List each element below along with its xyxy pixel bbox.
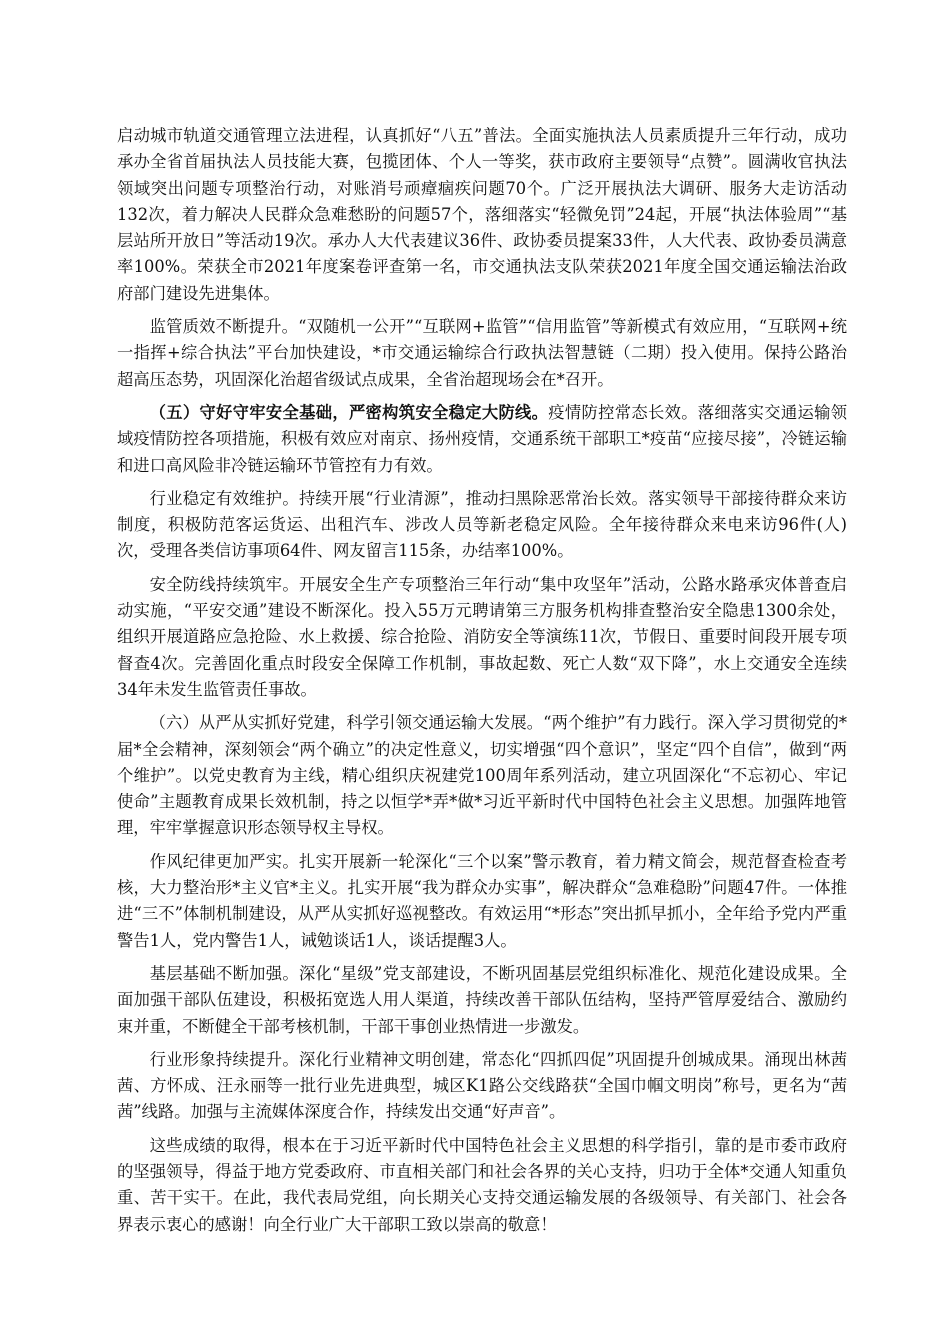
document-body [117, 123, 847, 1245]
paragraph-text: 这些成绩的取得，根本在于习近平新时代中国特色社会主义思想的科学指引，靠的是市委市政府的坚强领导，得益于地方党委政府、市直相关部门和社会各界的关心支持，归功于全体*交通人知重负重、苦干实干。在此，我代表局党组，向长期关心支持交通运输发展的各级领导、有关部门、社会各界表示衷心的感谢！向全行业广大干部职工致以崇高的敬意！ [117, 1135, 847, 1234]
paragraph-acknowledgement [117, 1133, 847, 1238]
paragraph-section-five [117, 400, 847, 479]
paragraph-safety [117, 572, 847, 703]
paragraph-text: 安全防线持续筑牢。开展安全生产专项整治三年行动“集中攻坚年”活动，公路水路承灾体普查启动实施，“平安交通”建设不断深化。投入55万元聘请第三方服务机构排查整治安全隐患1300余处，组织开展道路应急抢险、水上救援、综合抢险、消防安全等演练11次，节假日、重要时间段开展专项督查4次。完善固化重点时段安全保障工作机制，事故起数、死亡人数“双下降”，水上交通安全连续34年未发生监管责任事故。 [117, 574, 847, 699]
paragraph-text: 启动城市轨道交通管理立法进程，认真抓好“八五”普法。全面实施执法人员素质提升三年行动，成功承办全省首届执法人员技能大赛，包揽团体、个人一等奖，获市政府主要领导“点赞”。圆满收官执法领域突出问题专项整治行动，对账消号顽瘴痼疾问题70个。广泛开展执法大调研、服务大走访活动132次，着力解决人民群众急难愁盼的问题57个，落细落实“轻微免罚”24起，开展“执法体验周”“基层站所开放日”等活动19次。承办人大代表建议36件、政协委员提案33件，人大代表、政协委员满意率100%。荣获全市2021年度案卷评查第一名，市交通执法支队荣获2021年度全国交通运输法治政府部门建设先进集体。 [117, 126, 847, 303]
paragraph-text: 作风纪律更加严实。扎实开展新一轮深化“三个以案”警示教育，着力精文简会，规范督查检查考核，大力整治形*主义官*主义。扎实开展“我为群众办实事”，解决群众“急难稳盼”问题47件。一体推进“三不”体制机制建设，从严从实抓好巡视整改。有效运用“*形态”突出抓早抓小，全年给予党内严重警告1人，党内警告1人，诫勉谈话1人，谈话提醒3人。 [117, 851, 847, 950]
paragraph-industry-image [117, 1047, 847, 1126]
paragraph-section-six [117, 710, 847, 841]
paragraph-work-style [117, 849, 847, 954]
paragraph-law-enforcement [117, 123, 847, 307]
paragraph-text: 行业形象持续提升。深化行业精神文明创建，常态化“四抓四促”巩固提升创城成果。涌现出林茜茜、方怀成、汪永丽等一批行业先进典型，城区K1路公交线路获“全国巾帼文明岗”称号，更名为“茜茜”线路。加强与主流媒体深度合作，持续发出交通“好声音”。 [117, 1049, 847, 1122]
paragraph-text: 疫情防控常态长效。落细落实交通运输领域疫情防控各项措施，积极有效应对南京、扬州疫情，交通系统干部职工*疫苗“应接尽接”，冷链运输和进口高风险非冷链运输环节管控有力有效。 [117, 402, 847, 475]
paragraph-text: （六）从严从实抓好党建，科学引领交通运输大发展。“两个维护”有力践行。深入学习贯彻党的*届*全会精神，深刻领会“两个确立”的决定性意义，切实增强“四个意识”，坚定“四个自信”，做到“两个维护”。以党史教育为主线，精心组织庆祝建党100周年系列活动，建立巩固深化“不忘初心、牢记使命”主题教育成果长效机制，持之以恒学*弄*做*习近平新时代中国特色社会主义思想。加强阵地管理，牢牢掌握意识形态领导权主导权。 [117, 713, 847, 838]
paragraph-grassroots [117, 961, 847, 1040]
paragraph-supervision [117, 314, 847, 393]
section-heading: （五）守好守牢安全基础，严密构筑安全稳定大防线。 [149, 402, 549, 422]
paragraph-industry-stability [117, 486, 847, 565]
paragraph-text: 监管质效不断提升。“双随机一公开”“互联网+监管”“信用监管”等新模式有效应用，“互联网+统一指挥+综合执法”平台加快建设，*市交通运输综合行政执法智慧链（二期）投入使用。保持公路治超高压态势，巩固深化治超省级试点成果，全省治超现场会在*召开。 [117, 317, 847, 389]
paragraph-text: 行业稳定有效维护。持续开展“行业清源”，推动扫黑除恶常治长效。落实领导干部接待群众来访制度，积极防范客运货运、出租汽车、涉改人员等新老稳定风险。全年接待群众来电来访96件(人)次，受理各类信访事项64件、网友留言115条，办结率100%。 [117, 488, 847, 561]
paragraph-text: 基层基础不断加强。深化“星级”党支部建设，不断巩固基层党组织标准化、规范化建设成果。全面加强干部队伍建设，积极拓宽选人用人渠道，持续改善干部队伍结构，坚持严管厚爱结合、激励约束并重，不断健全干部考核机制，干部干事创业热情进一步激发。 [117, 963, 847, 1036]
